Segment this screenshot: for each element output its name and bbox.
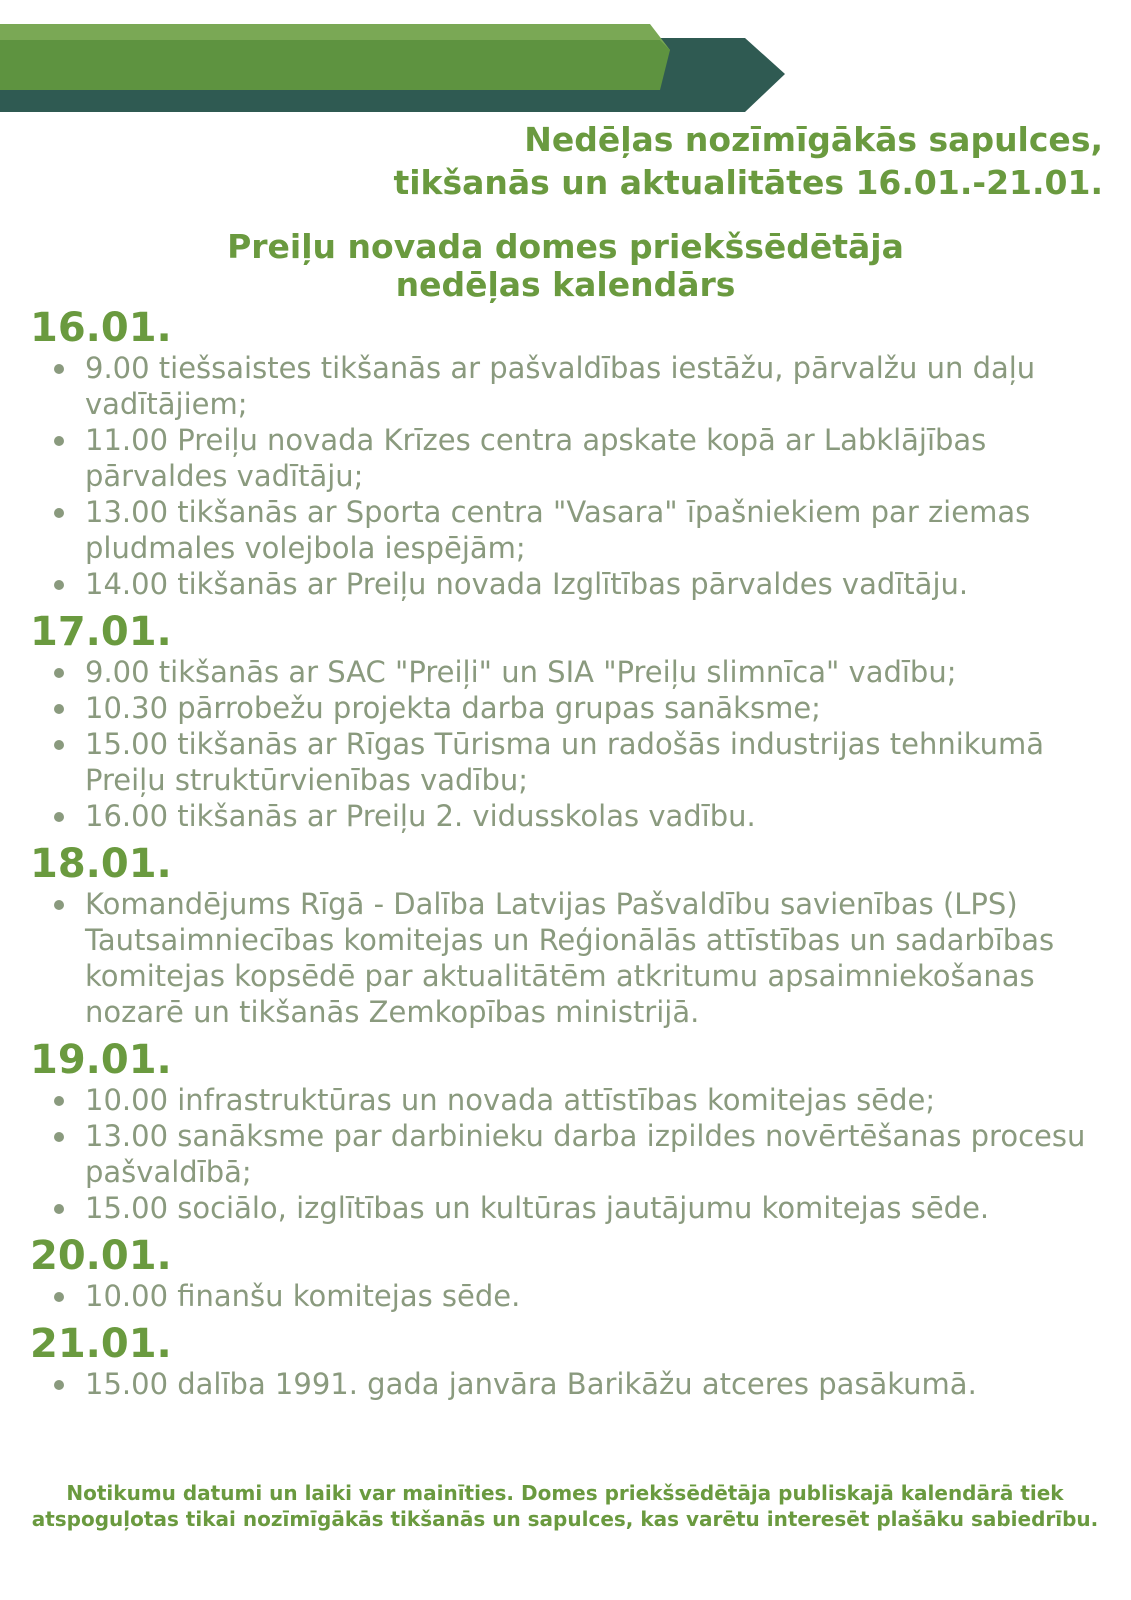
page-title-line1: Nedēļas nozīmīgākās sapulces, — [524, 120, 1103, 159]
day-event-list — [30, 886, 1110, 1030]
event-list-item: 9.00 tiešsaistes tikšanās ar pašvaldības iestāžu, pārvalžu un daļu vadītājiem; — [30, 350, 1110, 422]
event-list-item: Komandējums Rīgā - Dalība Latvijas Pašvaldību savienības (LPS) Tautsaimniecības komitejas un Reģionālās attīstības un sadarbības komitejas kopsēdē par aktualitātēm atkritumu apsaimniekošanas nozarē un tikšanās Zemkopības ministrijā. — [30, 886, 1110, 1030]
calendar-subtitle-line1: Preiļu novada domes priekšsēdētāja — [227, 227, 904, 266]
event-list-item: 15.00 dalība 1991. gada janvāra Barikāžu atceres pasākumā. — [30, 1366, 1110, 1402]
header-arrow-banner — [0, 0, 1131, 120]
day-section — [30, 610, 1110, 834]
calendar-subtitle-line2: nedēļas kalendārs — [395, 265, 736, 304]
event-list-item: 9.00 tikšanās ar SAC "Preiļi" un SIA "Preiļu slimnīca" vadību; — [30, 654, 1110, 690]
day-event-list — [30, 1366, 1110, 1402]
event-list-item: 14.00 tikšanās ar Preiļu novada Izglītības pārvaldes vadītāju. — [30, 566, 1110, 602]
day-event-list — [30, 1278, 1110, 1314]
day-event-list — [30, 654, 1110, 834]
day-section — [30, 306, 1110, 602]
day-section — [30, 1234, 1110, 1314]
day-event-list — [30, 1082, 1110, 1226]
day-section — [30, 1038, 1110, 1226]
event-list-item: 15.00 tikšanās ar Rīgas Tūrisma un radošās industrijas tehnikumā Preiļu struktūrvienības vadību; — [30, 726, 1110, 798]
event-list-item: 10.00 finanšu komitejas sēde. — [30, 1278, 1110, 1314]
event-list-item: 13.00 tikšanās ar Sporta centra "Vasara" īpašniekiem par ziemas pludmales volejbola iespējām; — [30, 494, 1110, 566]
event-list-item: 16.00 tikšanās ar Preiļu 2. vidusskolas vadību. — [30, 798, 1110, 834]
day-event-list — [30, 350, 1110, 602]
day-date-heading: 20.01. — [30, 1233, 172, 1279]
day-date-heading: 19.01. — [30, 1037, 172, 1083]
banner-mid-stripe — [0, 40, 670, 90]
day-date-heading: 21.01. — [30, 1321, 172, 1367]
event-list-item: 13.00 sanāksme par darbinieku darba izpildes novērtēšanas procesu pašvaldībā; — [30, 1118, 1110, 1190]
event-list-item: 10.30 pārrobežu projekta darba grupas sanāksme; — [30, 690, 1110, 726]
day-date-heading: 18.01. — [30, 841, 172, 887]
day-date-heading: 16.01. — [30, 305, 172, 351]
event-list-item: 15.00 sociālo, izglītības un kultūras jautājumu komitejas sēde. — [30, 1190, 1110, 1226]
event-list-item: 10.00 infrastruktūras un novada attīstības komitejas sēde; — [30, 1082, 1110, 1118]
day-section — [30, 1322, 1110, 1402]
weekly-schedule — [30, 306, 1110, 1410]
day-date-heading: 17.01. — [30, 609, 172, 655]
page-title-line2: tikšanās un aktualitātes 16.01.-21.01. — [393, 163, 1103, 202]
day-section — [30, 842, 1110, 1030]
page-title — [203, 118, 1103, 204]
event-list-item: 11.00 Preiļu novada Krīzes centra apskate kopā ar Labklājības pārvaldes vadītāju; — [30, 422, 1110, 494]
calendar-subtitle — [0, 228, 1131, 304]
footer-disclaimer: Notikumu datumi un laiki var mainīties. Domes priekšsēdētāja publiskajā kalendārā tiek atspoguļotas tikai nozīmīgākās tikšanās un sapulces, kas varētu interesēt plašāku sabiedrību. — [31, 1481, 1099, 1531]
